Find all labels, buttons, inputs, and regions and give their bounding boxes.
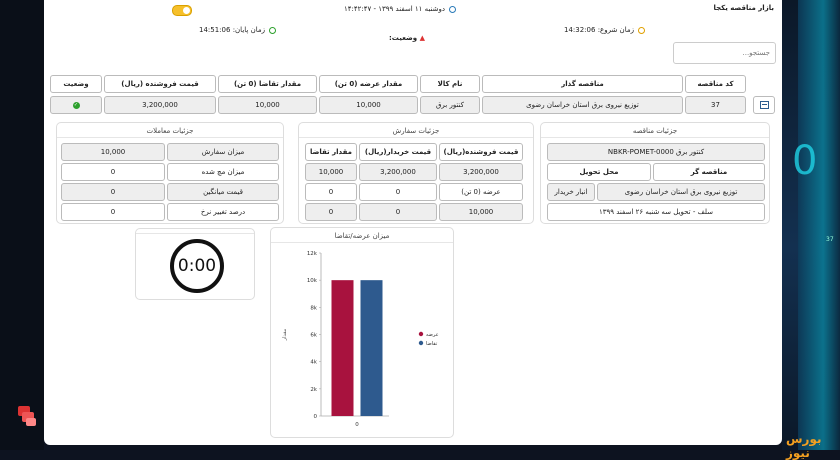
y-tick-label: 0 — [313, 414, 317, 420]
order-cell: عرضه (0 تن) — [439, 183, 523, 201]
tenderer-value: توزیع نیروی برق استان خراسان رضوی — [597, 183, 765, 201]
expand-row-button[interactable] — [753, 96, 775, 114]
col-header-tenderer[interactable]: مناقصه گذار — [482, 75, 683, 93]
tender-details-title: جزئیات مناقصه — [632, 127, 678, 135]
minus-box-icon — [760, 101, 769, 109]
legend-label: عرضه — [426, 332, 439, 338]
order-cell: 0 — [305, 203, 357, 221]
cell-price: 3,200,000 — [104, 96, 216, 114]
y-tick-label: 8k — [310, 305, 317, 312]
legend-marker — [419, 332, 423, 336]
y-tick-label: 10k — [306, 278, 317, 285]
start-value: 14:32:06 — [564, 26, 596, 34]
delivery-place-header: محل تحویل — [547, 163, 651, 181]
clock-icon — [638, 27, 645, 34]
delivery-place-value: انبار خریدار — [547, 183, 595, 201]
timer-panel — [135, 228, 255, 300]
status-line — [389, 34, 425, 42]
end-value: 14:51:06 — [199, 26, 231, 34]
background-text: 37 — [826, 236, 834, 243]
x-tick-label: 0 — [355, 422, 359, 428]
cell-product: کنتور برق — [420, 96, 480, 114]
order-cell: 0 — [359, 203, 437, 221]
buyer-price-header: قیمت خریدار(ریال) — [359, 143, 437, 161]
cell-tenderer: توزیع نیروی برق استان خراسان رضوی — [482, 96, 683, 114]
order-cell: 3,200,000 — [439, 163, 523, 181]
col-header-status[interactable]: وضعیت — [50, 75, 102, 93]
order-cell: 0 — [359, 183, 437, 201]
end-label: زمان پایان: — [232, 26, 265, 34]
y-tick-label: 12k — [306, 251, 317, 257]
end-time — [199, 26, 276, 34]
trade-value: 10,000 — [61, 143, 165, 161]
trade-label: میزان مچ شده — [167, 163, 279, 181]
start-time — [564, 26, 645, 34]
col-header-code[interactable]: کد مناقصه — [685, 75, 746, 93]
col-header-supply[interactable]: مقدار عرضه (0 تن) — [319, 75, 418, 93]
order-cell: 3,200,000 — [359, 163, 437, 181]
clock-icon — [269, 27, 276, 34]
background-left — [0, 0, 44, 450]
tender-code: NBKR-POMET-0000 کنتور برق — [547, 143, 765, 161]
col-header-price[interactable]: قیمت فروشنده (ریال) — [104, 75, 216, 93]
order-details-title: جزئیات سفارش — [392, 127, 440, 135]
cell-status — [50, 96, 102, 114]
delivery-terms: سلف - تحویل سه شنبه ۲۶ اسفند ۱۳۹۹ — [547, 203, 765, 221]
order-cell: 10,000 — [439, 203, 523, 221]
cell-demand: 10,000 — [218, 96, 317, 114]
bar-supply — [332, 280, 354, 416]
col-header-demand[interactable]: مقدار تقاضا (0 تن) — [218, 75, 317, 93]
order-details-panel — [298, 122, 534, 224]
seller-price-header: قیمت فروشنده(ریال) — [439, 143, 523, 161]
app-window — [44, 0, 782, 445]
y-tick-label: 2k — [310, 386, 317, 393]
status-label: وضعیت: — [389, 34, 418, 42]
trade-label: میزان سفارش — [167, 143, 279, 161]
tenderer-header: مناقصه گر — [653, 163, 765, 181]
legend-label: تقاضا — [426, 341, 438, 347]
market-title: بازار مناقصه یکجا — [713, 4, 774, 12]
background-glyph: 0 — [792, 138, 818, 184]
trade-value: 0 — [61, 163, 165, 181]
cell-code: 37 — [685, 96, 746, 114]
theme-toggle[interactable] — [172, 5, 192, 16]
datetime-display — [344, 5, 456, 13]
y-tick-label: 6k — [310, 332, 317, 339]
alert-icon: ▲ — [419, 34, 425, 42]
countdown-timer: 0:00 — [170, 239, 224, 293]
bar-demand — [361, 280, 383, 416]
trade-value: 0 — [61, 203, 165, 221]
trade-label: درصد تغییر نرخ — [167, 203, 279, 221]
trade-details-panel — [56, 122, 284, 224]
brand-name: بورس نیوز — [786, 432, 822, 460]
y-tick-label: 4k — [310, 359, 317, 366]
cell-supply: 10,000 — [319, 96, 418, 114]
legend-marker — [419, 341, 423, 345]
start-label: زمان شروع: — [597, 26, 634, 34]
tender-details-panel — [540, 122, 770, 224]
datetime-text: دوشنبه ۱۱ اسفند ۱۳۹۹ - ۱۴:۴۲:۴۷ — [344, 5, 446, 13]
clock-icon — [449, 6, 456, 13]
chart-canvas — [271, 228, 455, 439]
supply-demand-chart-panel — [270, 227, 454, 438]
search-input[interactable] — [673, 42, 776, 64]
demand-qty-header: مقدار تقاضا — [305, 143, 357, 161]
col-header-product[interactable]: نام کالا — [420, 75, 480, 93]
chart-title: میزان عرضه/تقاضا — [334, 232, 390, 240]
order-cell: 10,000 — [305, 163, 357, 181]
check-icon: ✓ — [73, 101, 79, 108]
trade-details-title: جزئیات معاملات — [146, 127, 194, 135]
trade-label: قیمت میانگین — [167, 183, 279, 201]
y-axis-label: مقدار — [282, 328, 288, 341]
background-glow — [798, 0, 840, 450]
trade-value: 0 — [61, 183, 165, 201]
order-cell: 0 — [305, 183, 357, 201]
